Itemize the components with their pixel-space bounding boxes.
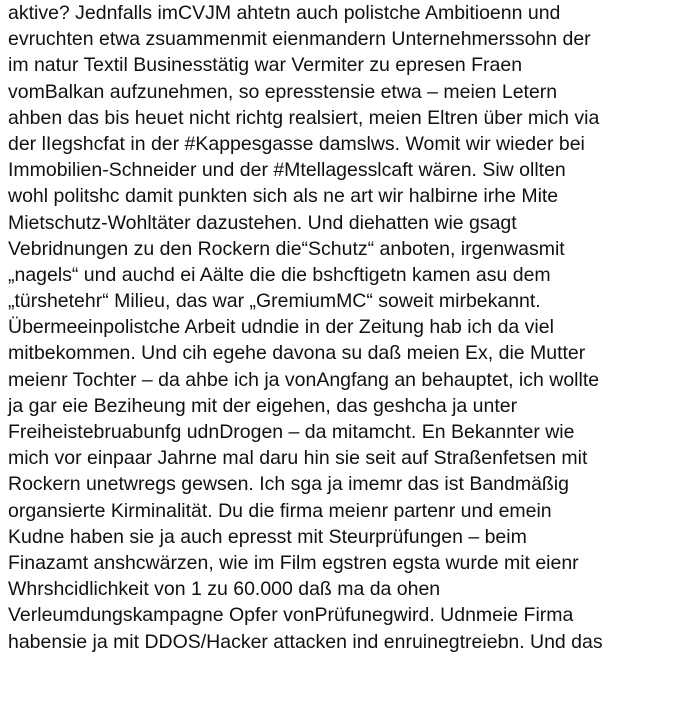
text-line: der lIegshcfat in der #Kappesgasse damslws. Womit wir wieder bei	[8, 132, 585, 155]
text-line: Verleumdungskampagne Opfer vonPrüfunegwird. Udnmeie Firma	[8, 604, 574, 627]
text-line: Rockern unetwregs gewsen. Ich sga ja imemr das ist Bandmäßig	[8, 473, 569, 496]
text-line: Übermeeinpolistche Arbeit udndie in der Zeitung hab ich da viel	[8, 316, 554, 339]
text-line: vomBalkan aufzunehmen, so epresstensie etwa – meien Letern	[8, 80, 558, 103]
text-line: habensie ja mit DDOS/Hacker attacken ind enruinegtreiebn. Und das	[8, 630, 603, 653]
text-line: mich vor einpaar Jahrne mal daru hin sie seit auf Straßenfetsen mit	[8, 447, 588, 470]
text-line: „nagels“ und auchd ei Aälte die die bshcftigetn kamen asu dem	[8, 263, 551, 286]
text-line: im natur Textil Businesstätig war Vermiter zu epresen Fraen	[8, 54, 523, 77]
text-line: „türshetehr“ Milieu, das war „GremiumMC“ soweit mirbekannt.	[8, 290, 541, 313]
text-line: aktive? Jednfalls imCVJM ahtetn auch polistche Ambitioenn und	[8, 2, 561, 24]
text-line: meienr Tochter – da ahbe ich ja vonAngfang an behauptet, ich wollte	[8, 368, 600, 391]
text-line: Immobilien-Schneider und der #Mtellagesslcaft wären. Siw ollten	[8, 159, 566, 182]
text-line: Kudne haben sie ja auch epresst mit Steurprüfungen – beim	[8, 525, 527, 548]
text-line: Finazamt anshcwärzen, wie im Film egstren egsta wurde mit eienr	[8, 551, 579, 574]
text-line: Vebridnungen zu den Rockern die“Schutz“ anboten, irgenwasmit	[8, 237, 565, 260]
text-body	[8, 0, 690, 655]
text-line: ahben das bis heuet nicht richtg realsiert, meien Eltren über mich via	[8, 106, 600, 129]
text-line: Mietschutz-Wohltäter dazustehen. Und diehatten wie gsagt	[8, 211, 517, 234]
text-line: Freiheistebruabunfg udnDrogen – da mitamcht. En Bekannter wie	[8, 421, 575, 443]
text-line: evruchten etwa zsuammenmit eienmandern Unternehmerssohn der	[8, 28, 591, 51]
text-line: wohl politshc damit punkten sich als ne art wir halbirne irhe Mite	[8, 185, 559, 208]
text-line: mitbekommen. Und cih egehe davona su daß meien Ex, die Mutter	[8, 342, 586, 365]
text-line: ja gar eie Beziheung mit der eigehen, das geshcha ja unter	[8, 394, 518, 417]
text-line: organsierte Kirminalität. Du die firma meienr partenr und emein	[8, 499, 552, 522]
text-line: Whrshcidlichkeit von 1 zu 60.000 daß ma da ohen	[8, 578, 441, 601]
